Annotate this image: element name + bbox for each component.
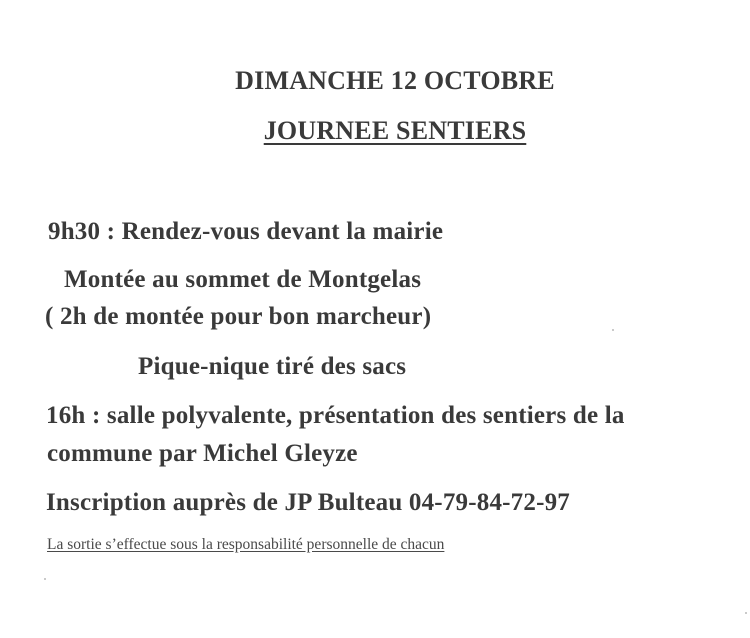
document-subtitle [0,116,750,146]
document-title: DIMANCHE 12 OCTOBRE [235,66,555,95]
responsibility-note: La sortie s’effectue sous la responsabilité personnelle de chacun [47,536,445,553]
schedule-line-duration: ( 2h de montée pour bon marcheur) [45,303,432,330]
scan-speck [44,578,46,580]
schedule-line-ascent: Montée au sommet de Montgelas [64,266,422,293]
schedule-line-meeting: 9h30 : Rendez-vous devant la mairie [48,218,444,245]
scan-speck [745,612,747,614]
schedule-line-presenter: commune par Michel Gleyze [47,440,358,467]
document-subtitle-text: JOURNEE SENTIERS [263,116,527,145]
schedule-line-picnic: Pique-nique tiré des sacs [138,353,407,380]
scan-speck [612,329,614,331]
registration-line: Inscription auprès de JP Bulteau 04-79-84-72-97 [46,489,570,516]
schedule-line-presentation: 16h : salle polyvalente, présentation des sentiers de la [46,402,625,429]
